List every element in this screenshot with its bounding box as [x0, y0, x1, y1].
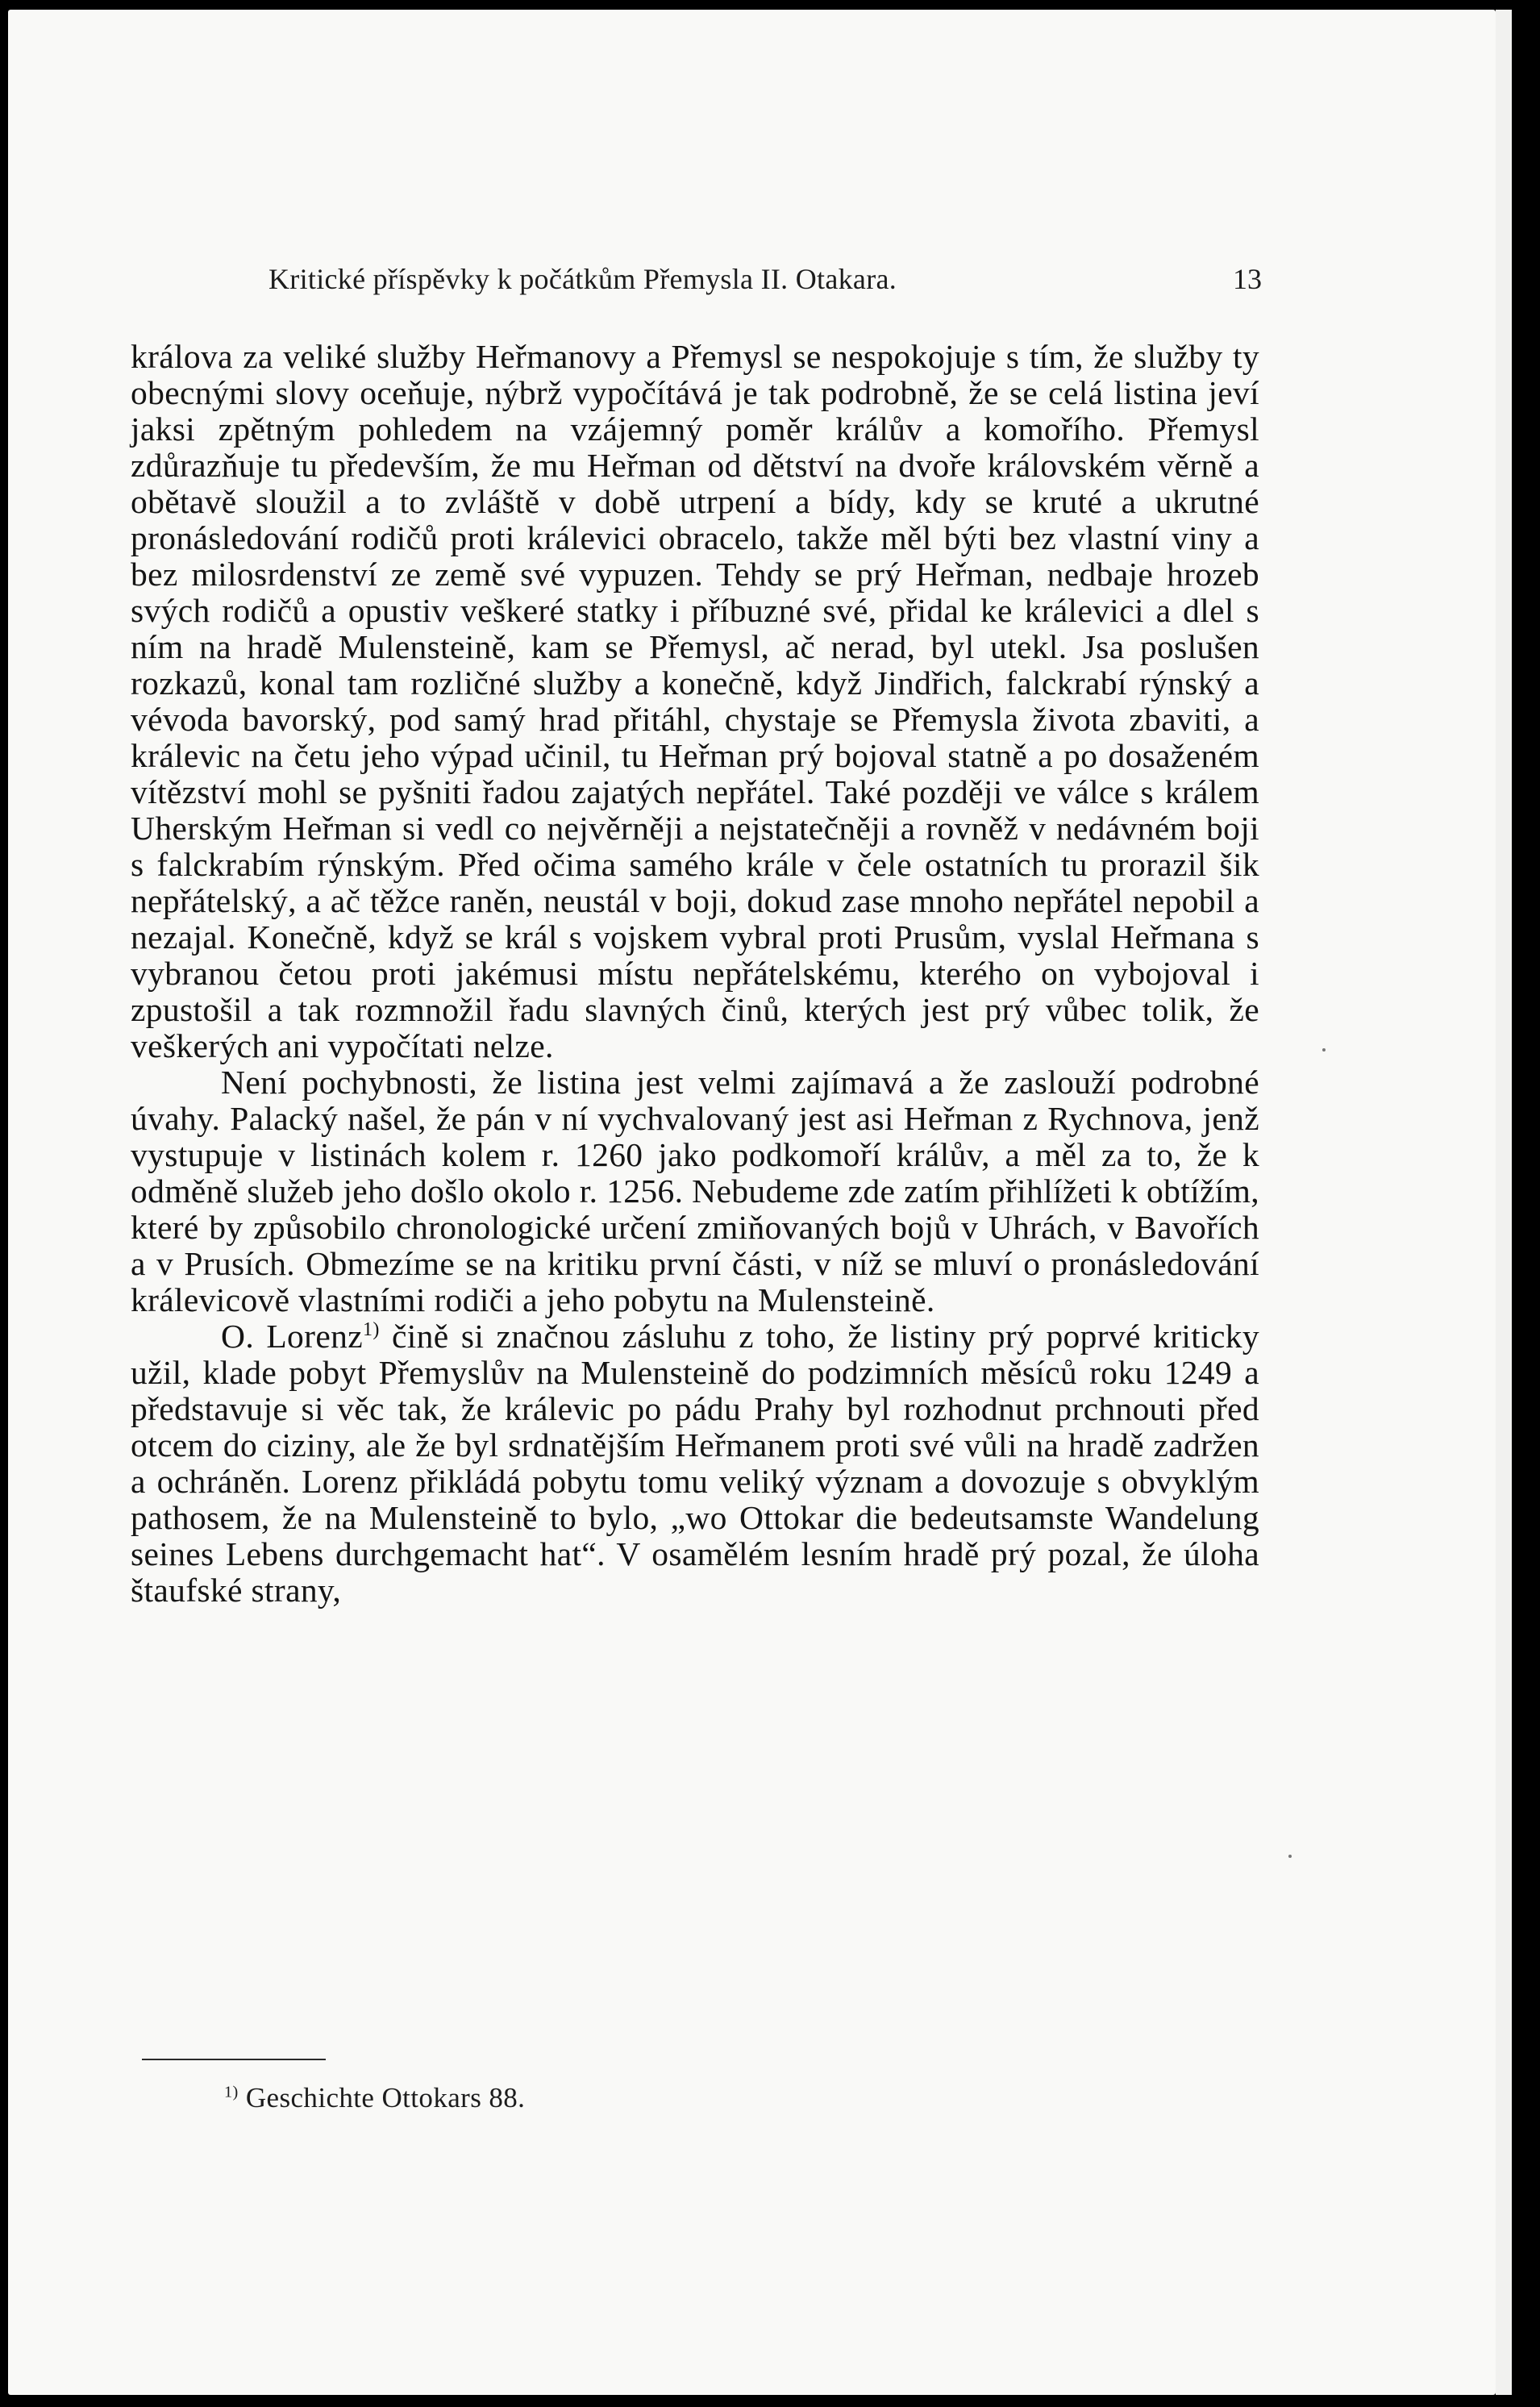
paragraph-2: Není pochybnosti, že listina jest velmi zajímavá a že zaslouží podrobné úvahy. Palacký našel, že pán v ní vychvalovaný jest asi Heřman z Rychnova, jenž vystupuje v listinách kolem r. 1260 jako podkomoří králův, a měl za to, že k odměně služeb jeho došlo okolo r. 1256. Nebudeme zde zatím přihlížeti k obtížím, které by způsobilo chronologické určení zmiňovaných bojů v Uhrách, v Bavořích a v Prusích. Obmezíme se na kritiku první části, v níž se mluví o pronásledování králevicově vlastními rodiči a jeho pobytu na Mulensteině. [131, 1064, 1259, 1318]
scan-speck [1322, 1048, 1326, 1052]
paragraph-3 [131, 1318, 1259, 1609]
paragraph-1: králova za veliké služby Heřmanovy a Přemysl se nespokojuje s tím, že služby ty obecnými slovy oceňuje, nýbrž vypočítává je tak podrobně, že se celá listina jeví jaksi zpětným pohledem na vzájemný poměr králův a komořího. Přemysl zdůrazňuje tu především, že mu Heřman od dětství na dvoře královském věrně a obětavě sloužil a to zvláště v době utrpení a bídy, kdy se kruté a ukrutné pronásledování rodičů proti králevici obracelo, takže měl býti bez vlastní viny a bez milosrdenství ze země své vypuzen. Tehdy se prý Heřman, nedbaje hrozeb svých rodičů a opustiv veškeré statky i příbuzné své, přidal ke králevici a dlel s ním na hradě Mulensteině, kam se Přemysl, ač nerad, byl utekl. Jsa poslušen rozkazů, konal tam rozličné služby a konečně, když Jindřich, falckrabí rýnský a vévoda bavorský, pod samý hrad přitáhl, chystaje se Přemysla života zbaviti, a králevic na četu jeho výpad učinil, tu Heřman prý bojoval statně a po dosaženém vítězství mohl se pyšniti řadou zajatých nepřátel. Také později ve válce s králem Uherským Heřman si vedl co nejvěrněji a nejstatečněji a rovněž v nedávném boji s falckrabím rýnským. Před očima samého krále v čele ostatních tu prorazil šik nepřátelský, a ač těžce raněn, neustál v boji, dokud zase mnoho nepřátel nepobil a nezajal. Konečně, když se král s vojskem vybral proti Prusům, vyslal Heřmana s vybranou četou proti jakémusi místu nepřátelskému, kterého on vybojoval i zpustošil a tak rozmnožil řadu slavných činů, kterých jest prý vůbec tolik, že veškerých ani vypočítati nelze. [131, 338, 1259, 1064]
header-title: Kritické příspěvky k počátkům Přemysla II. Otakara. [268, 263, 897, 295]
paragraph-3-text: čině si značnou zásluhu z toho, že listiny prý poprvé kriticky užil, klade pobyt Přemyslův na Mulensteině do podzimních měsíců roku 1249 a představuje si věc tak, že králevic po pádu Prahy byl rozhodnut prchnouti před otcem do ciziny, ale že byl srdnatějším Heřmanem proti své vůli na hradě zadržen a ochráněn. Lorenz přikládá pobytu tomu veliký význam a dovozuje s obvyklým pathosem, že na Mulensteině to bylo, „wo Ottokar die bedeutsamste Wandelung seines Lebens durchgemacht hat“. V osamělém lesním hradě prý pozal, že úloha štaufské strany, [131, 1318, 1259, 1609]
footnote-reference[interactable]: 1) [362, 1319, 380, 1341]
page-edge [1496, 10, 1512, 2395]
body-text [131, 339, 1259, 1609]
footnote-marker: 1) [224, 2083, 239, 2101]
footnote-divider [142, 2059, 326, 2060]
running-header [268, 262, 1262, 302]
page-number: 13 [1233, 263, 1262, 295]
paragraph-3-lead: O. Lorenz [221, 1318, 363, 1355]
footnote-text: Geschichte Ottokars 88. [245, 2082, 526, 2113]
scan-speck [1288, 1855, 1292, 1858]
footnote [224, 2082, 525, 2114]
